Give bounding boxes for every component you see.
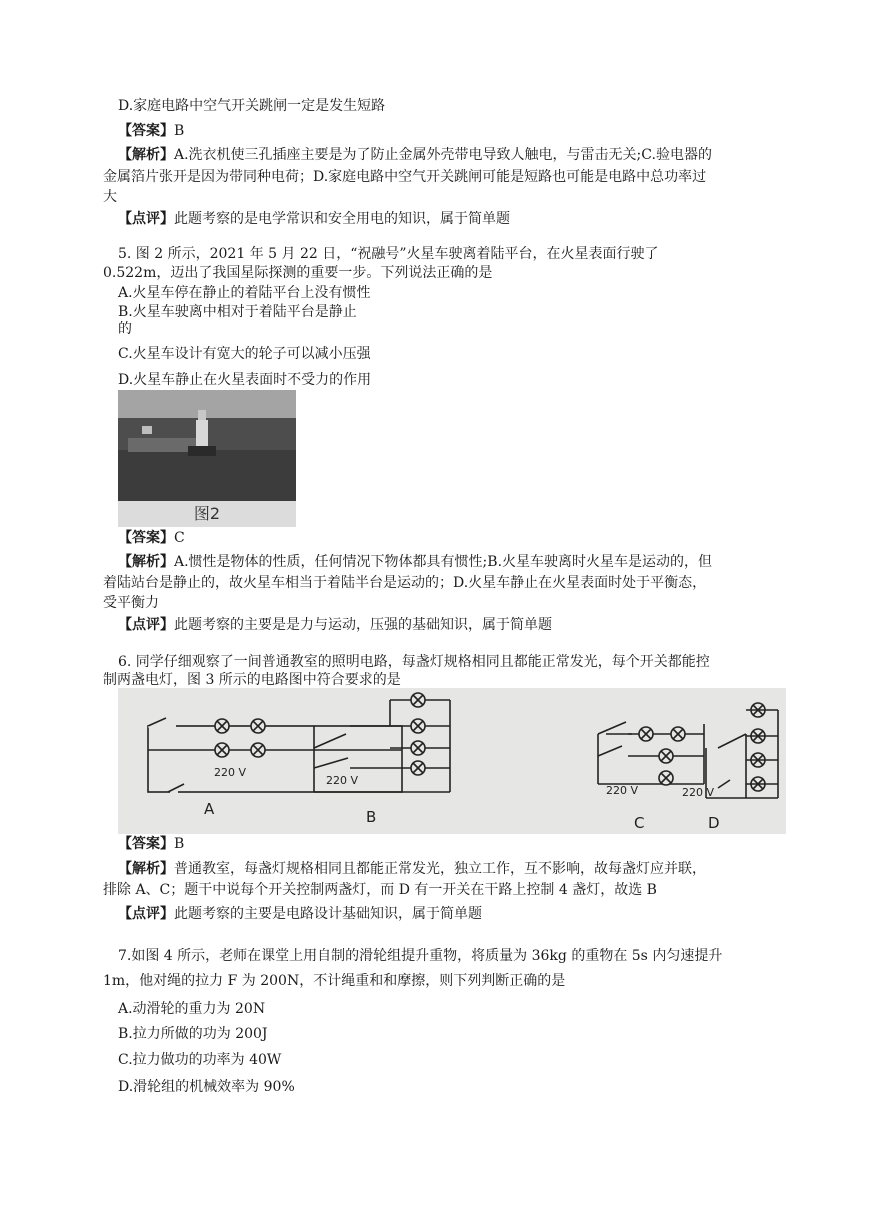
- voltage-label-a: 220 V: [214, 766, 247, 779]
- analysis-label: 【解析】: [118, 554, 174, 570]
- q5-comment: [118, 616, 552, 634]
- q6-analysis-line-1: [118, 860, 706, 878]
- analysis-text: A.洗衣机使三孔插座主要是为了防止金属外壳带电导致人触电，与雷击无关;C.验电器的: [174, 147, 712, 163]
- q7-option-c: C.拉力做功的功率为 40W: [118, 1052, 282, 1068]
- circuit-b: [314, 693, 450, 826]
- q5-option-b: B.火星车驶离中相对于着陆平台是静止: [118, 304, 357, 320]
- comment-label: 【点评】: [118, 617, 174, 633]
- q4-option-d: D.家庭电路中空气开关跳闸一定是发生短路: [118, 98, 386, 114]
- q6-stem-line-1: 6. 同学仔细观察了一间普通教室的照明电路，每盏灯规格相同且都能正常发光，每个开关都能控: [118, 654, 710, 670]
- label-c: C: [634, 814, 645, 832]
- q4-comment: [118, 210, 510, 228]
- q6-answer: [118, 835, 184, 853]
- q4-analysis-line-3: 大: [103, 189, 117, 205]
- q5-answer: [118, 529, 185, 547]
- mars-rover-photo: [118, 390, 296, 527]
- answer-label: 【答案】: [118, 123, 174, 139]
- comment-text: 此题考察的主要是是力与运动，压强的基础知识，属于简单题: [174, 617, 552, 633]
- q5-option-a: A.火星车停在静止的着陆平台上没有惯性: [118, 285, 371, 301]
- q6-comment: [118, 905, 482, 923]
- answer-value: C: [174, 530, 185, 546]
- figure-2-caption: 图2: [118, 501, 296, 527]
- analysis-label: 【解析】: [118, 861, 174, 877]
- q5-option-d: D.火星车静止在火星表面时不受力的作用: [118, 372, 372, 388]
- q4-answer: [118, 122, 184, 140]
- answer-label: 【答案】: [118, 530, 174, 546]
- voltage-label-b: 220 V: [326, 774, 359, 787]
- voltage-label-c: 220 V: [606, 784, 639, 797]
- answer-value: B: [174, 123, 185, 139]
- analysis-text: 普通教室，每盏灯规格相同且都能正常发光，独立工作，互不影响，故每盏灯应并联，: [174, 861, 706, 877]
- q5-stem-line-1: 5. 图 2 所示，2021 年 5 月 22 日，“祝融号”火星车驶离着陆平台，在火星表面行驶了: [118, 246, 659, 262]
- q7-stem-line-2: 1m，他对绳的拉力 F 为 200N，不计绳重和和摩擦，则下列判断正确的是: [103, 973, 566, 989]
- q4-analysis-line-1: [118, 146, 712, 164]
- q5-option-b-cont: 的: [118, 321, 132, 337]
- circuit-diagrams-figure: [118, 688, 786, 834]
- voltage-label-d: 220 V: [682, 786, 715, 799]
- label-b: B: [366, 808, 377, 826]
- comment-text: 此题考察的主要是电路设计基础知识，属于简单题: [174, 906, 482, 922]
- circuit-c: [598, 722, 704, 832]
- q7-option-d: D.滑轮组的机械效率为 90%: [118, 1079, 295, 1095]
- q7-stem-line-1: 7.如图 4 所示，老师在课堂上用自制的滑轮组提升重物，将质量为 36kg 的重物在 5s 内匀速提升: [118, 948, 723, 964]
- label-a: A: [204, 800, 215, 818]
- analysis-text: A.惯性是物体的性质，任何情况下物体都具有惯性;B.火星车驶离时火星车是运动的，但: [174, 554, 713, 570]
- q6-analysis-line-2: 排除 A、C；题干中说每个开关控制两盏灯，而 D 有一开关在干路上控制 4 盏灯，故选 B: [103, 882, 657, 898]
- comment-label: 【点评】: [118, 211, 174, 227]
- answer-value: B: [174, 836, 185, 852]
- q6-stem-line-2: 制两盏电灯，图 3 所示的电路图中符合要求的是: [103, 672, 401, 688]
- q5-analysis-line-2: 着陆站台是静止的，故火星车相当于着陆半台是运动的；D.火星车静止在火星表面时处于平衡态，: [103, 575, 707, 591]
- comment-text: 此题考察的是电学常识和安全用电的知识，属于简单题: [174, 211, 510, 227]
- q7-option-a: A.动滑轮的重力为 20N: [118, 1001, 266, 1017]
- circuit-d: [682, 703, 778, 832]
- q5-analysis-line-1: [118, 553, 712, 571]
- q5-analysis-line-3: 受平衡力: [103, 595, 159, 611]
- circuit-diagrams: [118, 688, 786, 834]
- q5-stem-line-2: 0.522m，迈出了我国星际探测的重要一步。下列说法正确的是: [103, 265, 493, 281]
- q7-option-b: B.拉力所做的功为 200J: [118, 1026, 268, 1042]
- comment-label: 【点评】: [118, 906, 174, 922]
- q5-option-c: C.火星车设计有宽大的轮子可以减小压强: [118, 346, 371, 362]
- analysis-label: 【解析】: [118, 147, 174, 163]
- q4-analysis-line-2: 金属箔片张开是因为带同种电荷；D.家庭电路中空气开关跳闸可能是短路也可能是电路中总功率过: [103, 169, 707, 185]
- answer-label: 【答案】: [118, 836, 174, 852]
- label-d: D: [708, 814, 720, 832]
- mars-rover-photo-image: [118, 390, 296, 501]
